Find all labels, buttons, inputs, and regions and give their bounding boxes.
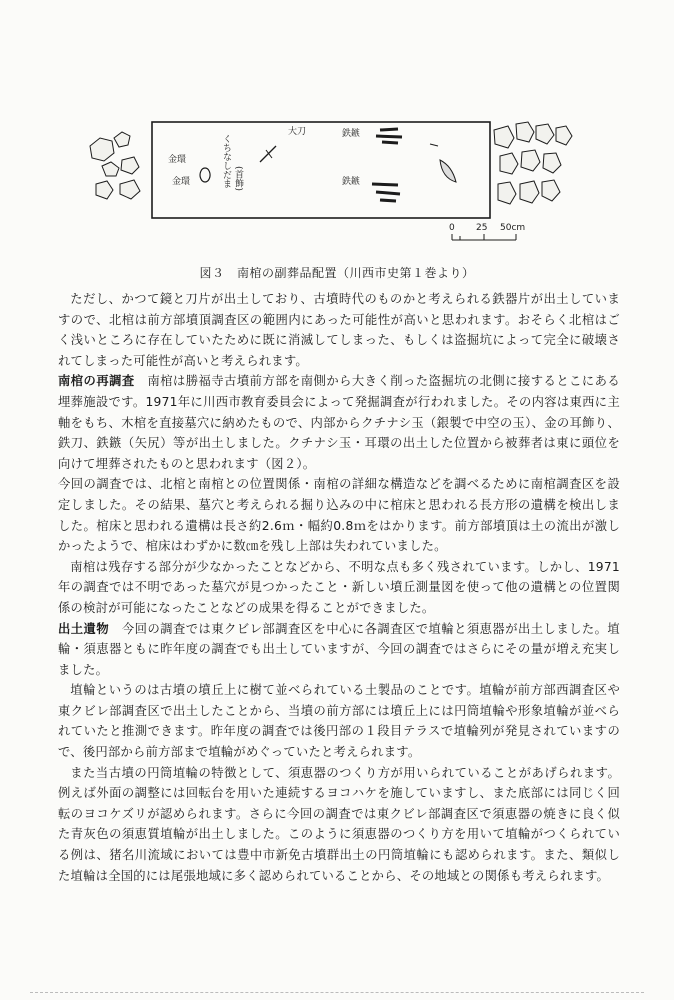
label-kinkan-upper: 金環 — [168, 155, 187, 165]
paragraph-text: ただし、かつて鏡と刀片が出土しており、古墳時代のものかと考えられる鉄器片が出土していますので、北棺は前方部墳頂調査区の範囲内にあった可能性が高いと思われます。おそらく北棺はごく浅いところに存在していたために既に消滅してしまった、もしくは盗掘坑によって完全に破壊されてしまった可能性が高いと考えられます。 — [58, 292, 620, 368]
paragraph-artifacts — [58, 619, 620, 681]
paragraph-3 — [58, 474, 620, 556]
lenticular-object — [440, 160, 456, 182]
stones-right — [494, 122, 572, 204]
scale-label-25: 25 — [476, 223, 488, 233]
label-tetsuzoku-bottom: 鉄鏃 — [342, 177, 361, 187]
paragraph-7 — [58, 763, 620, 887]
label-kuchinashi-note: (首飾) — [233, 166, 243, 192]
scale-bar — [452, 234, 516, 240]
sword-shape — [260, 146, 276, 162]
paragraph-text: 今回の調査では東クビレ部調査区を中心に各調査区で埴輪と須恵器が出土しました。埴輪・須恵器ともに昨年度の調査でも出土していますが、今回の調査ではさらにその量が増え充実しました。 — [58, 621, 620, 677]
coffin-outline — [152, 122, 490, 218]
paragraph-text: 今回の調査では、北棺と南棺との位置関係・南棺の詳細な構造などを調べるために南棺調査区を設定しました。その結果、墓穴と考えられる掘り込みの中に棺床と思われる長方形の遺構を検出しました。棺床と思われる遺構は長さ約2.6ｍ・幅約0.8ｍをはかります。前方部墳頂は土の流出が激しかったようで、棺床はわずかに数㎝を残し上部は失われていました。 — [58, 477, 620, 554]
scale-label-0: 0 — [449, 223, 455, 233]
label-kinkan-lower: 金環 — [172, 177, 191, 187]
label-kuchinashi: くちなしだま — [221, 134, 231, 188]
figure-caption: 図３ 南棺の副葬品配置（川西市史第１巻より） — [199, 266, 475, 280]
section-heading: 南棺の再調査 — [58, 374, 135, 389]
scale-label-50: 50cm — [500, 223, 526, 233]
section-heading: 出土遺物 — [58, 621, 110, 636]
paragraph-1 — [58, 289, 620, 371]
paragraph-4 — [58, 557, 620, 619]
iron-arrowheads-bottom — [372, 184, 400, 201]
paragraph-6 — [58, 680, 620, 762]
paragraph-south-coffin — [58, 371, 620, 474]
grave-goods-plan-figure — [80, 100, 600, 270]
stones-left — [90, 132, 140, 199]
paragraph-text: また当古墳の円筒埴輪の特徴として、須恵器のつくり方が用いられていることがあげられます。例えば外面の調整には回転台を用いた連続するヨコハケを施していますし、また底部には同じく回転のヨコケズリが認められます。さらに今回の調査では東クビレ部調査区で須恵器の焼きに良く似た青灰色の須恵質埴輪が出土しました。このように須恵器のつくり方を用いて埴輪がつくられている例は、猪名川流域においては豊中市新免古墳群出土の円筒埴輪にも認められます。また、類似した埴輪は全国的には尾張地域に多く認められていることから、その地域との関係も考えられます。 — [58, 765, 620, 883]
label-tachi: 大刀 — [288, 127, 307, 137]
iron-arrowheads-top — [376, 129, 402, 143]
body-text — [58, 289, 620, 886]
bottom-rule — [30, 992, 644, 993]
ring-shape — [200, 168, 210, 182]
paragraph-text: 埴輪というのは古墳の墳丘上に樹て並べられている土製品のことです。埴輪が前方部西調査区や東クビレ部調査区で出土したことから、当墳の前方部には墳丘上には円筒埴輪や形象埴輪が並べられていたと推測できます。昨年度の調査では後円部の１段目テラスで埴輪列が発見されていますので、後円部から前方部まで埴輪がめぐっていたと考えられます。 — [58, 683, 620, 760]
paragraph-text: 南棺は勝福寺古墳前方部を南側から大きく削った盗掘坑の北側に接するとこにある埋葬施設です。1971年に川西市教育委員会によって発掘調査が行われました。その内容は東西に主軸をもち、木棺を直接墓穴に納めたもので、内部からクチナシ玉（銀製で中空の玉）、金の耳飾り、鉄刀、鉄鏃（矢尻）等が出土しました。クチナシ玉・耳環の出土した位置から被葬者は東に頭位を向けて埋葬されたものと思われます（図２）。 — [58, 374, 620, 471]
label-tetsuzoku-top: 鉄鏃 — [342, 129, 361, 139]
paragraph-text: 南棺は残存する部分が少なかったことなどから、不明な点も多く残されています。しかし、1971年の調査では不明であった墓穴が見つかったこと・新しい墳丘測量図を使って他の遺構との位置関係の検討が可能になったことなどの成果を得ることができました。 — [58, 559, 620, 615]
